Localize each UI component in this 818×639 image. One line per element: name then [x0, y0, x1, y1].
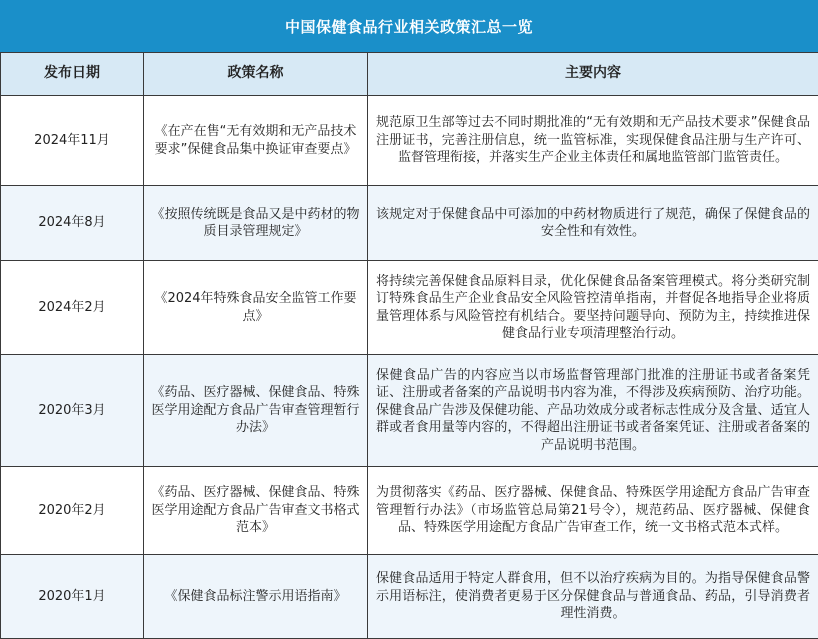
row-date: 2024年2月 [1, 261, 144, 355]
row-date: 2020年3月 [1, 355, 144, 467]
row-content-text: 规范原卫生部等过去不同时期批准的“无有效期和无产品技术要求”保健食品注册证书，完善注册信息，统一监管标准，实现保健食品注册与生产许可、监督管理衔接，并落实生产企业主体责任和属地监管部门监管责任。 [376, 114, 810, 167]
row-content-text: 保健食品广告的内容应当以市场监督管理部门批准的注册证书或者备案凭证、注册或者备案的产品说明书内容为准，不得涉及疾病预防、治疗功能。保健食品广告涉及保健功能、产品功效成分或者标志性成分及含量、适宜人群或者食用量等内容的，不得超出注册证书或者备案凭证、注册或者备案的产品说明书范围。 [376, 367, 810, 455]
row-policy-name: 《保健食品标注警示用语指南》 [144, 555, 368, 639]
row-policy-name: 《药品、医疗器械、保健食品、特殊医学用途配方食品广告审查管理暂行办法》 [144, 355, 368, 467]
row-content [368, 467, 818, 555]
table-row [1, 96, 818, 186]
header-content: 主要内容 [368, 53, 818, 96]
header-name: 政策名称 [144, 53, 368, 96]
row-content [368, 186, 818, 261]
header-date: 发布日期 [1, 53, 144, 96]
row-date: 2024年11月 [1, 96, 144, 186]
table-row [1, 261, 818, 355]
row-policy-name: 《2024年特殊食品安全监管工作要点》 [144, 261, 368, 355]
table-row [1, 467, 818, 555]
row-content-text: 该规定对于保健食品中可添加的中药材物质进行了规范，确保了保健食品的安全性和有效性。 [376, 206, 810, 241]
row-content [368, 355, 818, 467]
row-content [368, 261, 818, 355]
page-title: 中国保健食品行业相关政策汇总一览 [0, 0, 818, 52]
row-content [368, 555, 818, 639]
row-content-text: 保健食品适用于特定人群食用，但不以治疗疾病为目的。为指导保健食品警示用语标注，使消费者更易于区分保健食品与普通食品、药品，引导消费者理性消费。 [376, 570, 810, 623]
table-row [1, 186, 818, 261]
row-date: 2024年8月 [1, 186, 144, 261]
table-header-row [1, 53, 818, 96]
row-date: 2020年1月 [1, 555, 144, 639]
row-policy-name: 《在产在售“无有效期和无产品技术要求”保健食品集中换证审查要点》 [144, 96, 368, 186]
row-content [368, 96, 818, 186]
table-row [1, 355, 818, 467]
row-date: 2020年2月 [1, 467, 144, 555]
row-content-text: 将持续完善保健食品原料目录，优化保健食品备案管理模式。将分类研究制订特殊食品生产企业食品安全风险管控清单指南，并督促各地指导企业将质量管理体系与风险管控有机结合。要坚持问题导向、预防为主，持续推进保健食品行业专项清理整治行动。 [376, 273, 810, 343]
row-policy-name: 《按照传统既是食品又是中药材的物质目录管理规定》 [144, 186, 368, 261]
policy-table [0, 52, 818, 639]
row-policy-name: 《药品、医疗器械、保健食品、特殊医学用途配方食品广告审查文书格式范本》 [144, 467, 368, 555]
table-row [1, 555, 818, 639]
row-content-text: 为贯彻落实《药品、医疗器械、保健食品、特殊医学用途配方食品广告审查管理暂行办法》（市场监管总局第21号令），规范药品、医疗器械、保健食品、特殊医学用途配方食品广告审查工作，统一文书格式范本式样。 [376, 484, 810, 537]
